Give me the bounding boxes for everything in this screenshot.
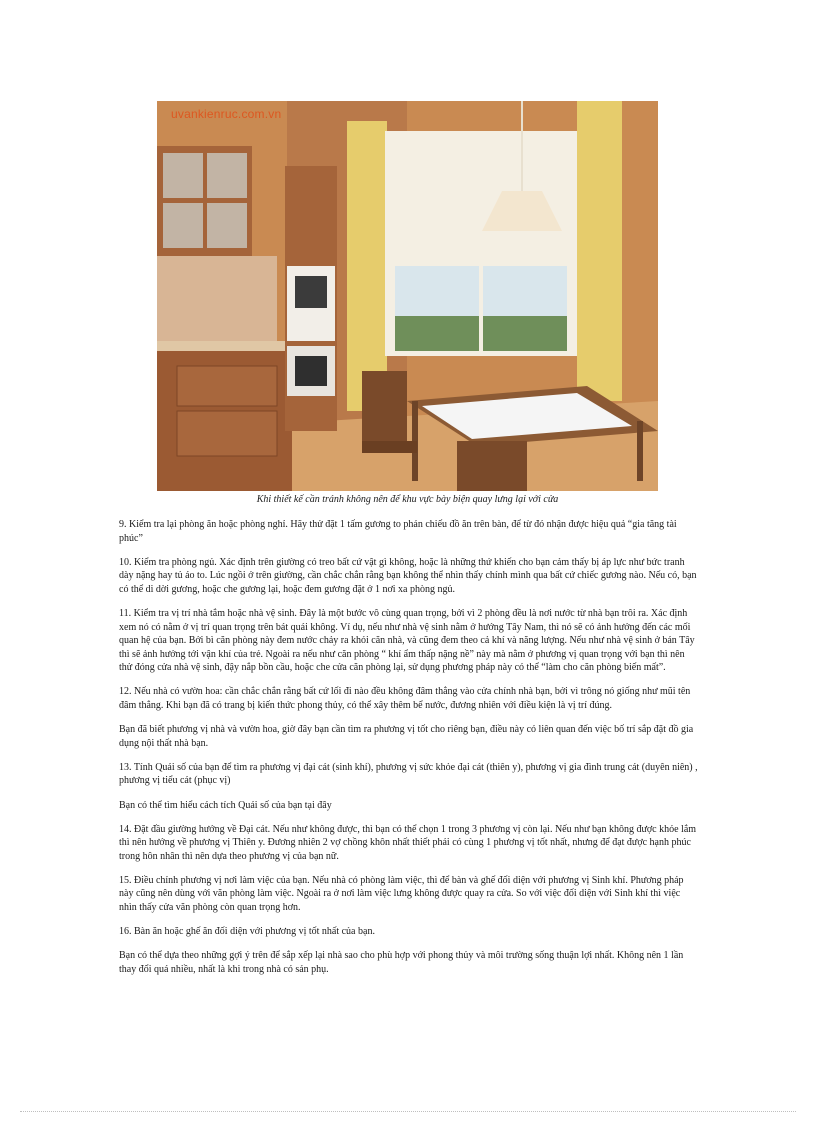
paragraph-15: 15. Điều chỉnh phương vị nơi làm việc của bạn. Nếu nhà có phòng làm việc, thì để bàn và ghế đối diện với phương vị Sinh khí. Phương pháp này cũng nên dùng với văn phòng làm việc. Ngoài ra ở nơi làm việc lưng không được quay ra cửa. So với việc đối diện với Sinh khí thì việc nhìn thấy cửa văn phòng còn quan trọng hơn.	[119, 874, 684, 914]
paragraph-11: 11. Kiểm tra vị trí nhà tắm hoặc nhà vệ sinh. Đây là một bước vô cùng quan trọng, bởi vì 2 phòng đều là nơi nước từ nhà bạn trôi ra. Xác định xem nó có nằm ở vị trí quan trọng trên bát quái không. Ví dụ, nếu như nhà vệ sinh nằm ở hướng Tây Nam, thì nó sẽ có ảnh hưởng đến các mối quan hệ của bạn. Bởi bì căn phòng này đem nước chảy ra khỏi căn nhà, và cũng đem theo cả khí và năng lượng. Nếu như nhà vệ sinh ở bán Tây thì sẽ ảnh hưởng tới vận khí của trẻ. Ngoài ra nếu như căn phòng “ khí ẩm thấp nặng nề” này mà nằm ở phương vị quan trọng với bạn thì nên thử đóng cửa nhà vệ sinh, đậy nắp bồn cầu, hoặc che cửa căn phòng lại, sử dụng phương pháp này có thể “làm cho căn phòng biến mất”.	[119, 607, 695, 674]
paragraph-9: 9. Kiểm tra lại phòng ăn hoặc phòng nghỉ. Hãy thử đặt 1 tấm gương to phản chiếu đồ ăn trên bàn, để từ đó nhận được hiệu quả “gia tăng tài phúc”	[119, 519, 677, 544]
paragraph-10: 10. Kiểm tra phòng ngủ. Xác định trên giường có treo bất cứ vật gì không, hoặc là những thứ khiến cho bạn cảm thấy bị áp lực như bức tranh dày nặng hay tủ áo to. Lúc ngồi ở trên giường, cần chắc chắn rằng bạn không thể nhìn thấy chính mình qua bất cứ chiếc gương nào. Nếu có, bạn có thể di dời gương, hoặc che gương lại, hoặc đem gương đặt ở 1 nơi xa phòng ngủ.	[119, 556, 697, 595]
paragraph-quai-link: Bạn có thể tìm hiểu cách tích Quái số của bạn tại đây	[119, 799, 332, 811]
kitchen-illustration	[157, 101, 658, 491]
paragraph-conclusion: Bạn có thể dựa theo những gợi ý trên để sắp xếp lại nhà sao cho phù hợp với phong thủy và môi trường sống thuận lợi nhất. Không nên 1 lần thay đổi quá nhiều, nhất là khi trong nhà có sản phụ.	[119, 950, 684, 975]
paragraph-13: 13. Tính Quái số của bạn để tìm ra phương vị đại cát (sinh khí), phương vị sức khỏe đại cát (thiên y), phương vị gia đình trung cát (duyên niên) , phương vị tiểu cát (phục vị)	[119, 761, 698, 787]
paragraph-12: 12. Nếu nhà có vườn hoa: cần chắc chắn rằng bất cứ lối đi nào đều không đâm thẳng vào cửa chính nhà bạn, bởi vì trông nó giống như mũi tên đâm thẳng. Khi bạn đã có trang bị kiến thức phong thủy, có thể xây thêm bể nước, đương nhiên với điều kiện là vị trí đúng.	[119, 686, 691, 712]
figure-caption: Khi thiết kế cần tránh không nên để khu vực bày biện quay lưng lại với cửa	[256, 494, 559, 505]
article-body	[119, 518, 699, 987]
page-bottom-divider	[20, 1111, 796, 1112]
paragraph-orientation-intro: Bạn đã biết phương vị nhà và vườn hoa, giờ đây bạn cần tìm ra phương vị tốt cho riêng bạn, điều này có liên quan đến việc bố trí sắp đặt đồ gia dụng nội thất nhà bạn.	[119, 724, 694, 749]
paragraph-14: 14. Đặt đầu giường hướng về Đại cát. Nếu như không được, thì bạn có thể chọn 1 trong 3 phương vị còn lại. Nếu như bạn không được khỏe lắm thì nên hướng về phương vị Thiên y. Đương nhiên 2 vợ chồng khôn nhất thiết phải có cùng 1 phương vị tốt nhất, nhưng để đạt được hạnh phúc trong hôn nhân thì nên dựa theo phương vị của bạn nữ.	[119, 823, 697, 862]
photo-watermark: uvankienruc.com.vn	[171, 107, 282, 121]
paragraph-16: 16. Bàn ăn hoặc ghế ăn đối diện với phương vị tốt nhất của bạn.	[119, 926, 375, 938]
kitchen-photo	[157, 101, 658, 491]
